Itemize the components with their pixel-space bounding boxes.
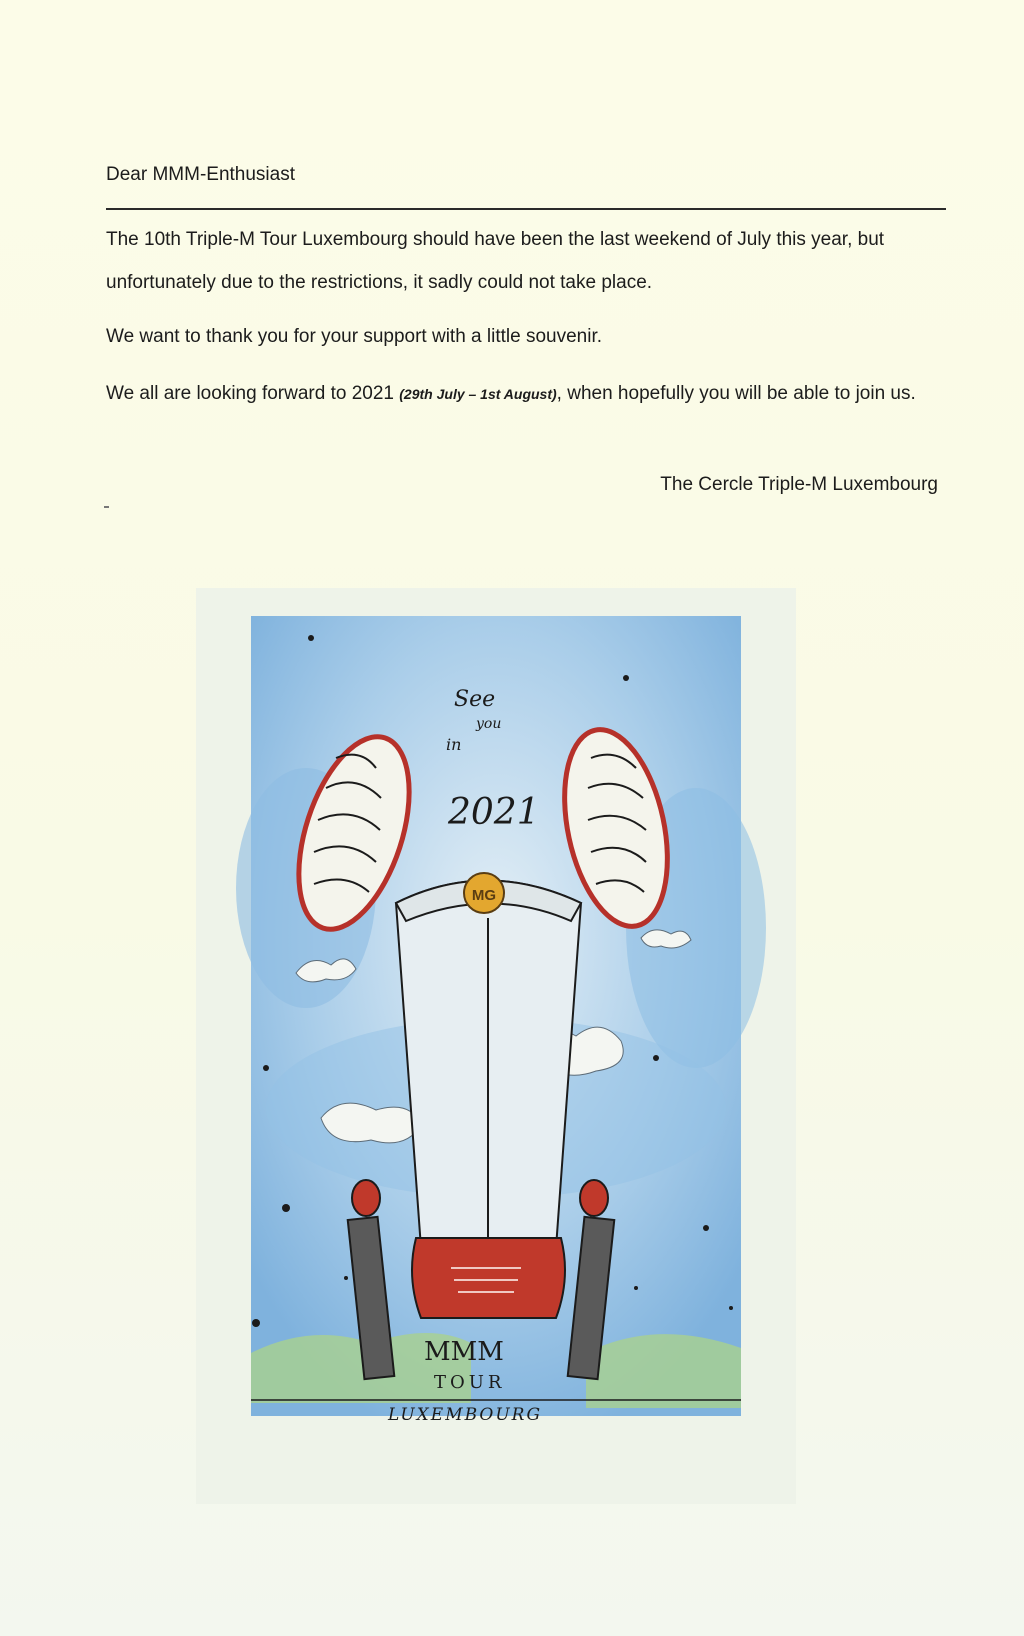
divider <box>106 208 946 210</box>
paragraph-3-end: , when hopefully you will be able to join us. <box>556 383 916 404</box>
stray-mark <box>104 506 109 508</box>
paragraph-3-start: We all are looking forward to 2021 <box>106 383 400 404</box>
tour-dates: (29th July – 1st August) <box>399 386 557 402</box>
cloud <box>321 1103 421 1143</box>
text-mmm: MMM <box>424 1337 504 1367</box>
souvenir-painting <box>196 588 796 1504</box>
grass-right <box>586 1334 741 1408</box>
text-in: in <box>446 735 462 754</box>
text-year: 2021 <box>448 792 540 833</box>
text-city: LUXEMBOURG <box>388 1405 543 1425</box>
front-apron <box>412 1238 565 1318</box>
cloud <box>641 930 691 948</box>
paragraph-1: The 10th Triple-M Tour Luxembourg should have been the last weekend of July this year, but unfortunately due to the restrictions, it sadly could not take place. <box>106 229 885 293</box>
paragraph-3 <box>106 372 946 416</box>
text-see: See <box>454 687 496 712</box>
text-tour: TOUR <box>434 1372 506 1393</box>
watercolor-illustration <box>196 588 796 1504</box>
badge-text: MG <box>471 887 497 904</box>
signature: The Cercle Triple-M Luxembourg <box>660 474 938 495</box>
salutation: Dear MMM-Enthusiast <box>106 164 295 185</box>
paragraph-2: We want to thank you for your support with a little souvenir. <box>106 326 603 347</box>
text-you: you <box>476 716 502 732</box>
